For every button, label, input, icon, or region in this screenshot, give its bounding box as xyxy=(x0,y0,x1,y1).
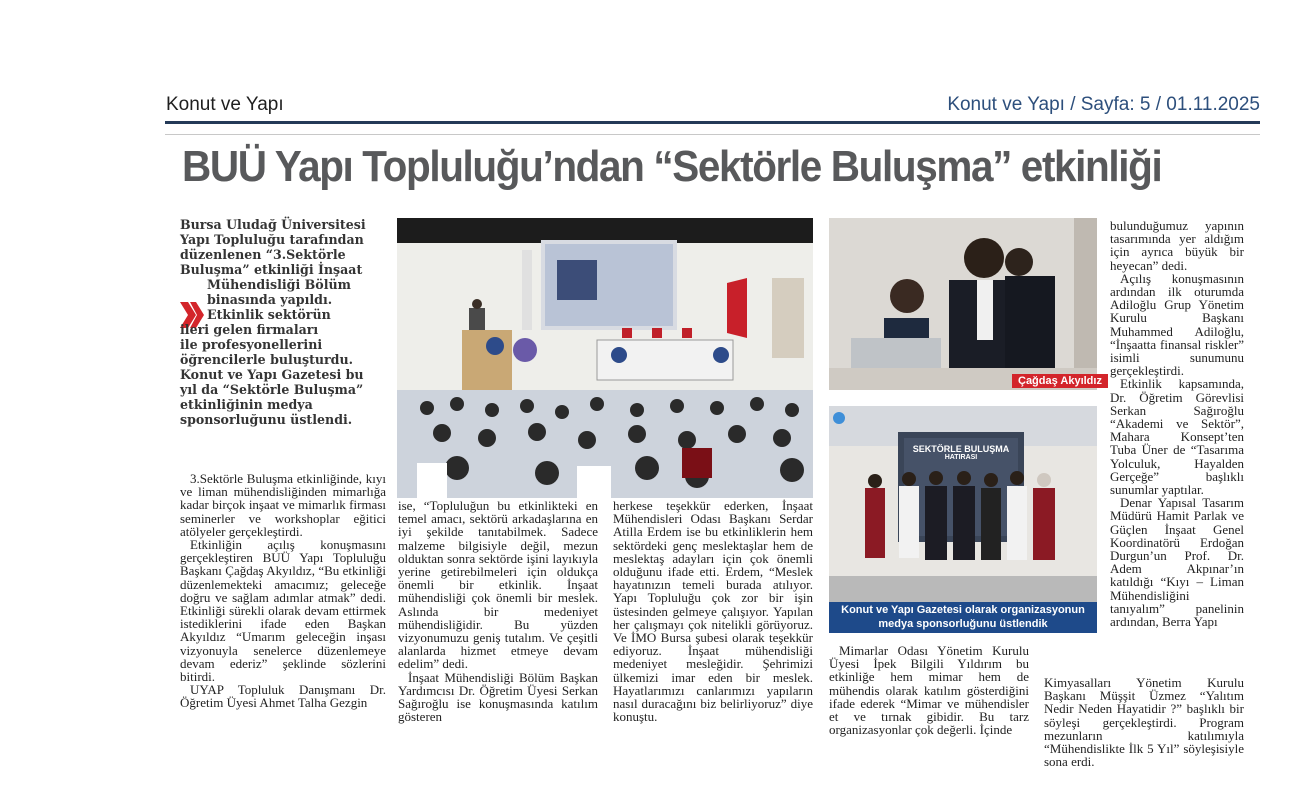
paragraph: Etkinliğin açılış konuşmasını gerçekleştiren BUÜ Yapı Topluluğu Başkanı Çağdaş Akyıldız, “Bu etkinliği düzenlemekteki amacımız; geleceğe doğru ve sağlam adımlar atmak” dedi. Etkinliği sürekli olarak devam ettirmek istediklerini ifade eden Başkan Akyıldız “Umarım geleceğin inşası vizyonuyla senelerce düzenlemeye devam ederiz” şeklinde sözlerini bitirdi. xyxy=(180,537,386,685)
column-3 xyxy=(613,499,813,723)
lead-line: etkinliğinin medya xyxy=(180,397,313,412)
paragraph: İnşaat Mühendisliği Bölüm Başkan Yardımcısı Dr. Öğretim Üyesi Serkan Sağıroğlu ise konuşmasında katılım gösteren xyxy=(398,669,598,725)
lead-line: ile profesyonellerini xyxy=(180,337,323,352)
header-rule-thin xyxy=(165,134,1260,135)
lead-line: Konut ve Yapı Gazetesi bu xyxy=(180,367,364,382)
group-caption-line: medya sponsorluğunu üstlendik xyxy=(878,618,1048,630)
lead-bottom xyxy=(180,322,385,427)
paragraph: bulunduğumuz yapının tasarımında yer aldığım için ayrıca büyük bir heyecan” dedi. xyxy=(1110,218,1244,273)
paragraph: Etkinlik kapsamında, Dr. Öğretim Görevlisi Serkan Sağıroğlu “Akademi ve Sektör”, Mahara Konsept’ten Tuba Üner de “Tasarıma Yolculuk, Hayalden Gerçeğe” başlıklı sunumlar yaptılar. xyxy=(1110,376,1244,498)
paragraph: UYAP Topluluk Danışmanı Dr. Öğretim Üyesi Ahmet Talha Gezgin xyxy=(180,682,386,711)
speaker-photo xyxy=(829,218,1097,390)
publication-name: Konut ve Yapı xyxy=(166,94,284,115)
lead-line: öğrencilerle buluşturdu. xyxy=(180,352,354,367)
banner-line: SEKTÖRLE BULUŞMA xyxy=(912,444,1010,454)
paragraph: herkese teşekkür ederken, İnşaat Mühendisleri Odası Başkanı Serdar Atilla Erdem ise bu etkinliklerin hem sektördeki genç meslektaşlar hem de meslektaş adayları için çok önemli olduğunu ifade etti. Erdem, “Meslek hayatınızın temeli burada atılıyor. Yapı Topluluğu çok zor bir işin üstesinden gelmeye çalışıyor. Yapılan her çalışmayı çok nitelikli görüyoruz. Ve İMO Bursa şubesi olarak teşekkür ediyoruz. İnşaat mühendisliği medeniyet mesleğidir. Şehrimizi ülkemizi imar eden bir meslek. Hayatlarımızı canlarımızı yapıların nasıl duracağını biz belirliyoruz” diye konuştu. xyxy=(613,498,813,725)
event-photo xyxy=(397,218,813,498)
column-1 xyxy=(180,472,386,710)
lead-line: yıl da “Sektörle Buluşma” xyxy=(180,382,364,397)
paragraph: Denar Yapısal Tasarım Müdürü Hamit Parlak ve Güçlen İnşaat Genel Koordinatörü Erdoğan Durgun’un Prof. Dr. Adem Akpınar’ın katıldığı “Kıyı – Liman Mühendisliğini tanıyalım” panelinin ardından, Berra Yapı xyxy=(1110,495,1244,630)
paragraph: 3.Sektörle Buluşma etkinliğinde, kıyı ve liman mühendisliğinden mimarlığa kadar birçok inşaat ve mimarlık firması seminerler ve workshoplar eğitici atölyeler gerçekleştirdi. xyxy=(180,471,386,539)
group-photo xyxy=(829,406,1097,632)
headline: BUÜ Yapı Topluluğu’ndan “Sektörle Buluşma” etkinliği xyxy=(182,142,1162,191)
paragraph: ise, “Topluluğun bu etkinlikteki en temel amacı, sektörü arkadaşlarına en iyi şekilde tanıtabilmek. Sadece malzeme bilgisiyle değil, mezun olduktan sonra sektörde işini layıkıyla yerine getirebilmeleri için oldukça önemli bir etkinlik. İnşaat mühendisliği çok önemli bir meslek. Aslında bir medeniyet mühendisliğidir. Bu yüzden vizyonumuzu geniş tutalım. Ve çeşitli alanlarda hizmet etmeye devam edelim” dedi. xyxy=(398,498,598,672)
column-2 xyxy=(398,499,598,723)
lead-line: binasında yapıldı. xyxy=(207,292,333,307)
lead-line: düzenlenen “3.Sektörle xyxy=(180,247,346,262)
group-caption xyxy=(829,602,1097,633)
paragraph: Kimyasalları Yönetim Kurulu Başkanı Müşşit Üzmez “Yalıtım Nedir Neden Hayatidir ?” başlıklı bir söyleşi gerçekleştirdi. Program mezunların katılımıyla “Mühendislikte İlk 5 Yıl” söyleşisiyle sona erdi. xyxy=(1044,675,1244,770)
paragraph: Açılış konuşmasının ardından ilk oturumda Adiloğlu Grup Yönetim Kurulu Başkanı Muhammed Adiloğlu, “İnşaatta finansal riskler” isimli sunumunu gerçekleştirdi. xyxy=(1110,270,1244,379)
speaker-caption: Çağdaş Akyıldız xyxy=(1012,374,1108,388)
banner-line: HATIRASI xyxy=(944,454,978,461)
lead-line: Etkinlik sektörün xyxy=(207,307,331,322)
lead-line: Yapı Topluluğu tarafından xyxy=(180,232,364,247)
lead-line: Buluşma” etkinliği İnşaat xyxy=(180,262,363,277)
banner-text xyxy=(898,444,1024,461)
paragraph: Mimarlar Odası Yönetim Kurulu Üyesi İpek Bilgili Yıldırım bu etkinliğe hem mimar hem de mühendis olarak katılım gösterdiğini ifade ederek “Mimar ve mühendisler et ve tırnak gibidir. Bu tarz organizasyonlar çok değerli. İçinde xyxy=(829,643,1029,738)
lead-indented xyxy=(207,277,387,322)
column-5-continued xyxy=(1044,676,1244,768)
lead-top xyxy=(180,217,385,277)
lead-line: sponsorluğunu üstlendi. xyxy=(180,412,353,427)
page-info: Konut ve Yapı / Sayfa: 5 / 01.11.2025 xyxy=(947,94,1260,115)
column-5 xyxy=(1110,219,1244,628)
lead-line: ileri gelen firmaları xyxy=(180,322,319,337)
lead-line: Mühendisliği Bölüm xyxy=(207,277,351,292)
column-4 xyxy=(829,644,1029,736)
lead-line: Bursa Uludağ Üniversitesi xyxy=(180,217,366,232)
group-caption-line: Konut ve Yapı Gazetesi olarak organizasyonun xyxy=(841,604,1085,616)
header-rule xyxy=(165,121,1260,124)
